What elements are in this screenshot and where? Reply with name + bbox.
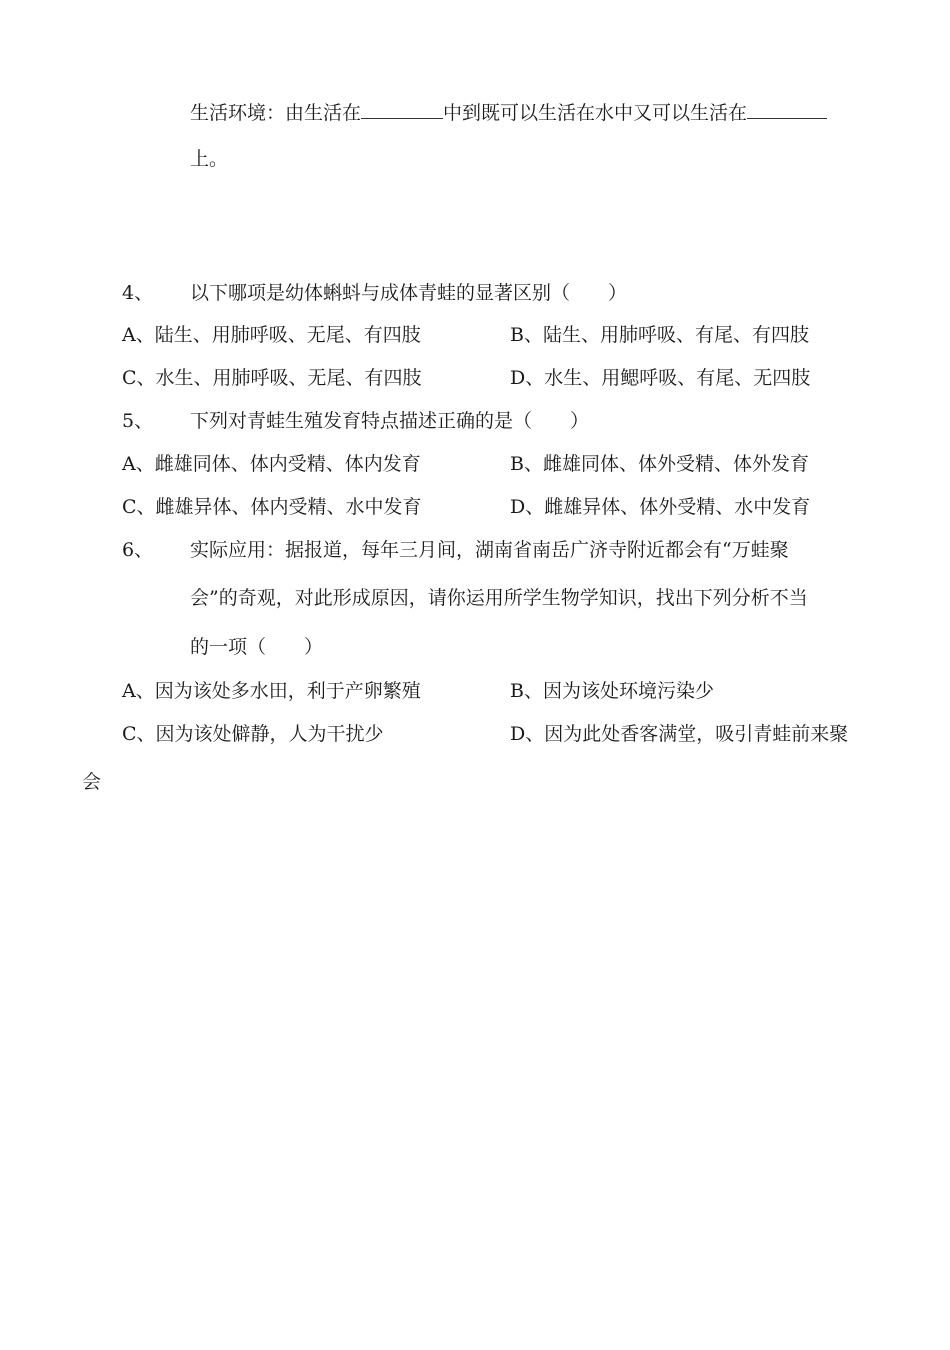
question-5-option-a: A、雌雄同体、体内受精、体内发育 <box>122 453 421 475</box>
blank-water[interactable] <box>361 98 443 119</box>
question-4-option-d: D、水生、用鳃呼吸、有尾、无四肢 <box>510 367 811 389</box>
fill-in-line-2: 上。 <box>190 148 229 170</box>
question-5-option-c: C、雌雄异体、体内受精、水中发育 <box>122 496 422 518</box>
question-5-option-d: D、雌雄异体、体外受精、水中发育 <box>510 496 811 518</box>
item3-text-b: 中到既可以生活在水中又可以生活在 <box>443 102 748 124</box>
question-6-stem-line-3: 的一项（ ） <box>190 636 324 658</box>
question-6-option-d-wrap: 会 <box>82 771 102 793</box>
question-6-number: 6、 <box>122 539 154 561</box>
question-6-option-c: C、因为该处僻静，人为干扰少 <box>122 723 384 745</box>
fill-in-line-1 <box>190 98 827 126</box>
question-4-option-a: A、陆生、用肺呼吸、无尾、有四肢 <box>122 324 421 346</box>
question-5-number: 5、 <box>122 410 154 432</box>
item3-text-a: 生活环境：由生活在 <box>190 102 362 124</box>
question-4-option-c: C、水生、用肺呼吸、无尾、有四肢 <box>122 367 422 389</box>
question-6-stem-line-1: 实际应用：据报道，每年三月间，湖南省南岳广济寺附近都会有“万蛙聚 <box>190 539 789 561</box>
question-4-stem: 以下哪项是幼体蝌蚪与成体青蛙的显著区别（ ） <box>190 282 628 304</box>
blank-land[interactable] <box>747 98 827 119</box>
question-6-option-a: A、因为该处多水田，利于产卵繁殖 <box>122 680 421 702</box>
question-4-option-b: B、陆生、用肺呼吸、有尾、有四肢 <box>510 324 809 346</box>
question-6-option-b: B、因为该处环境污染少 <box>510 680 714 702</box>
question-5-stem: 下列对青蛙生殖发育特点描述正确的是（ ） <box>190 410 590 432</box>
question-4-number: 4、 <box>122 282 154 304</box>
question-5-option-b: B、雌雄同体、体外受精、体外发育 <box>510 453 809 475</box>
question-6-option-d: D、因为此处香客满堂，吸引青蛙前来聚 <box>510 723 849 745</box>
question-6-stem-line-2: 会”的奇观，对此形成原因，请你运用所学生物学知识，找出下列分析不当 <box>190 587 808 609</box>
